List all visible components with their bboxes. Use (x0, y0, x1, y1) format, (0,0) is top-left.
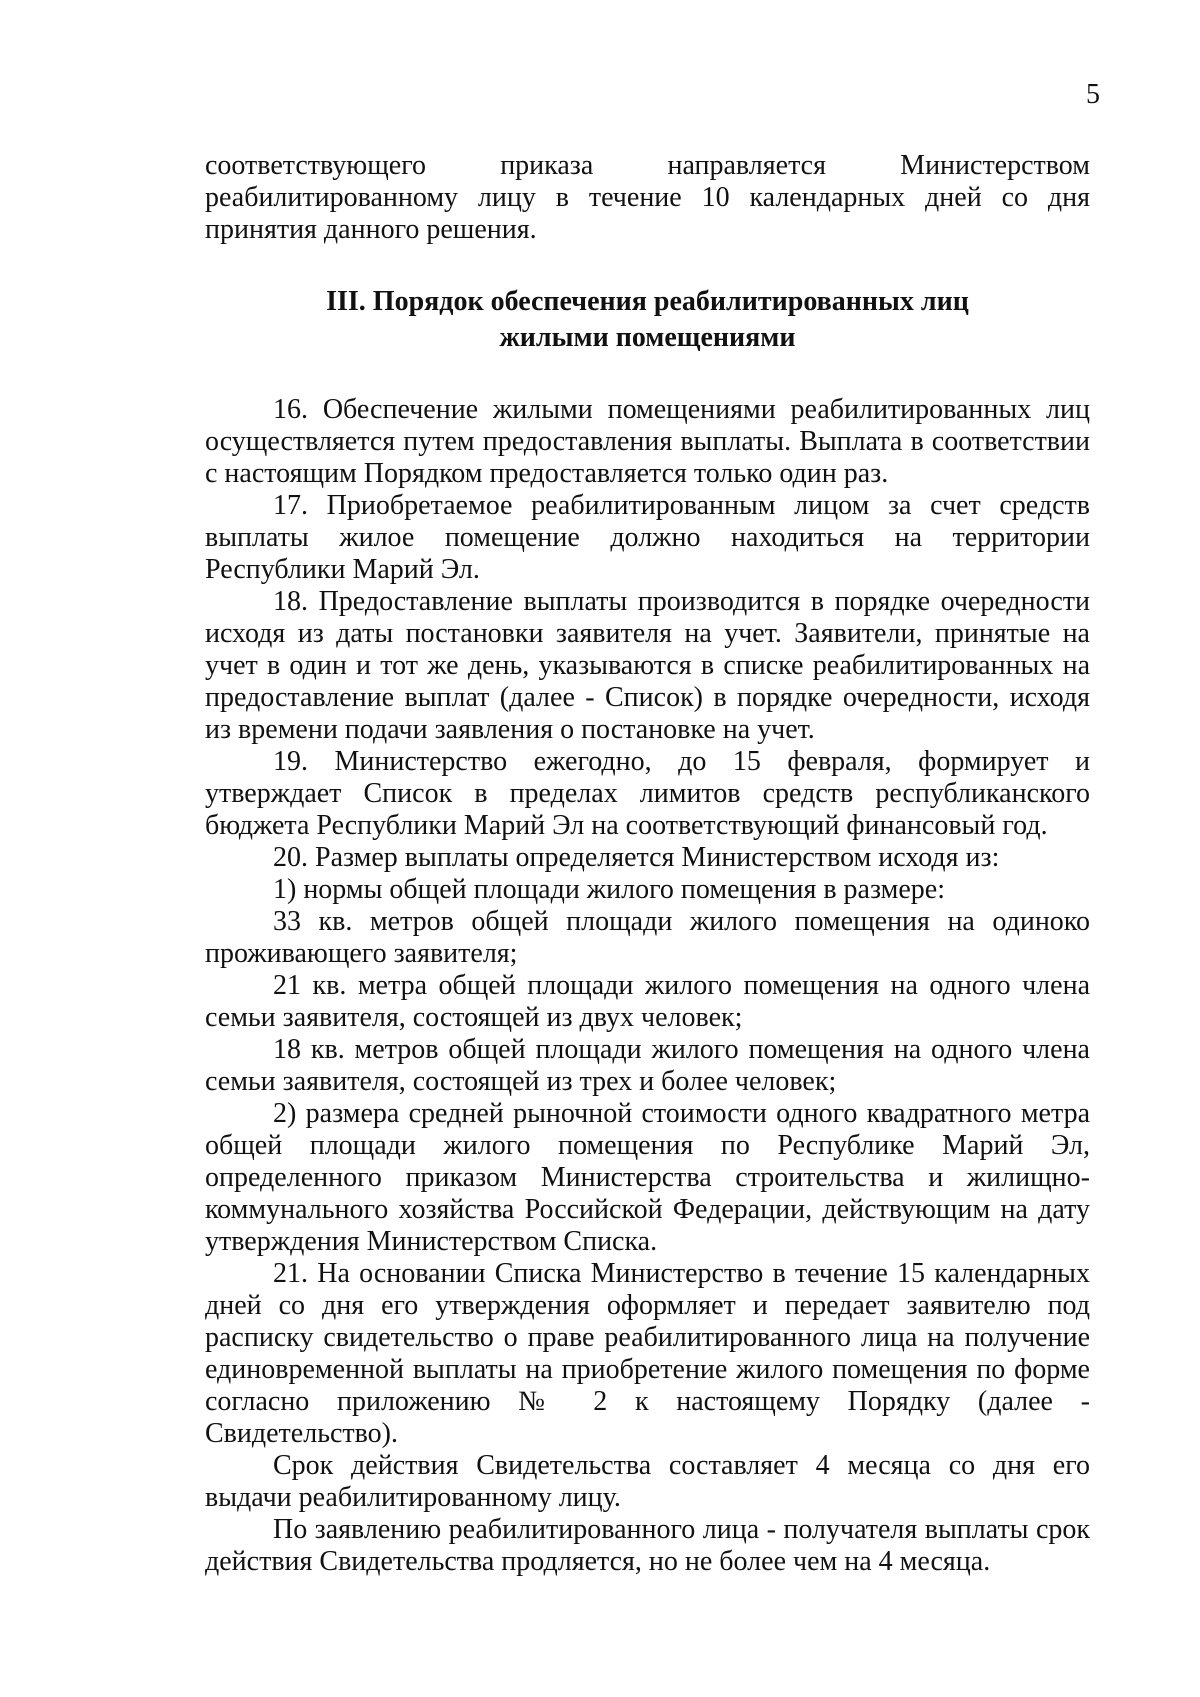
paragraph-certificate-term: Срок действия Свидетельства составляет 4 месяца со дня его выдачи реабилитированному лицу. (205, 1450, 1090, 1513)
paragraph-continuation: соответствующего приказа направляется Министерством реабилитированному лицу в течение 10 календарных дней со дня принятия данного решения. (205, 150, 1090, 245)
paragraph-18: 18. Предоставление выплаты производится в порядке очередности исходя из даты постановки заявителя на учет. Заявители, принятые на учет в один и тот же день, указываются в списке реабилитированных на предоставление выплат (далее - Список) в порядке очередности, исходя из времени подачи заявления о постановке на учет. (205, 586, 1090, 745)
paragraph-16: 16. Обеспечение жилыми помещениями реабилитированных лиц осуществляется путем предоставления выплаты. Выплата в соответствии с настоящим Порядком предоставляется только один раз. (205, 394, 1090, 489)
paragraph-20: 20. Размер выплаты определяется Министерством исходя из: (273, 842, 1000, 873)
page-number: 5 (1086, 79, 1100, 110)
paragraph-21: 21. На основании Списка Министерство в течение 15 календарных дней со дня его утверждения оформляет и передает заявителю под расписку свидетельство о праве реабилитированного лица на получение единовременной выплаты на приобретение жилого помещения по форме согласно приложению № 2 к настоящему Порядку (далее - Свидетельство). (205, 1258, 1090, 1449)
paragraph-20-norm-18: 18 кв. метров общей площади жилого помещения на одного члена семьи заявителя, состоящей из трех и более человек; (205, 1034, 1090, 1097)
section-heading (205, 284, 1090, 356)
section-heading-line-1: III. Порядок обеспечения реабилитированных лиц (326, 286, 969, 317)
section-heading-line-2: жилыми помещениями (499, 322, 796, 353)
paragraph-17: 17. Приобретаемое реабилитированным лицом за счет средств выплаты жилое помещение должно находиться на территории Республики Марий Эл. (205, 490, 1090, 585)
paragraph-20-item-1: 1) нормы общей площади жилого помещения в размере: (273, 874, 945, 905)
paragraph-19: 19. Министерство ежегодно, до 15 февраля, формирует и утверждает Список в пределах лимитов средств республиканского бюджета Республики Марий Эл на соответствующий финансовый год. (205, 746, 1090, 841)
paragraph-20-norm-21: 21 кв. метра общей площади жилого помещения на одного члена семьи заявителя, состоящей из двух человек; (205, 970, 1090, 1033)
paragraph-20-item-2: 2) размера средней рыночной стоимости одного квадратного метра общей площади жилого помещения по Республике Марий Эл, определенного приказом Министерства строительства и жилищно-коммунального хозяйства Российской Федерации, действующим на дату утверждения Министерством Списка. (205, 1098, 1090, 1257)
paragraph-certificate-extension: По заявлению реабилитированного лица - получателя выплаты срок действия Свидетельства продляется, но не более чем на 4 месяца. (205, 1514, 1090, 1577)
document-body (205, 150, 1090, 1578)
paragraph-20-norm-33: 33 кв. метров общей площади жилого помещения на одиноко проживающего заявителя; (205, 906, 1090, 969)
